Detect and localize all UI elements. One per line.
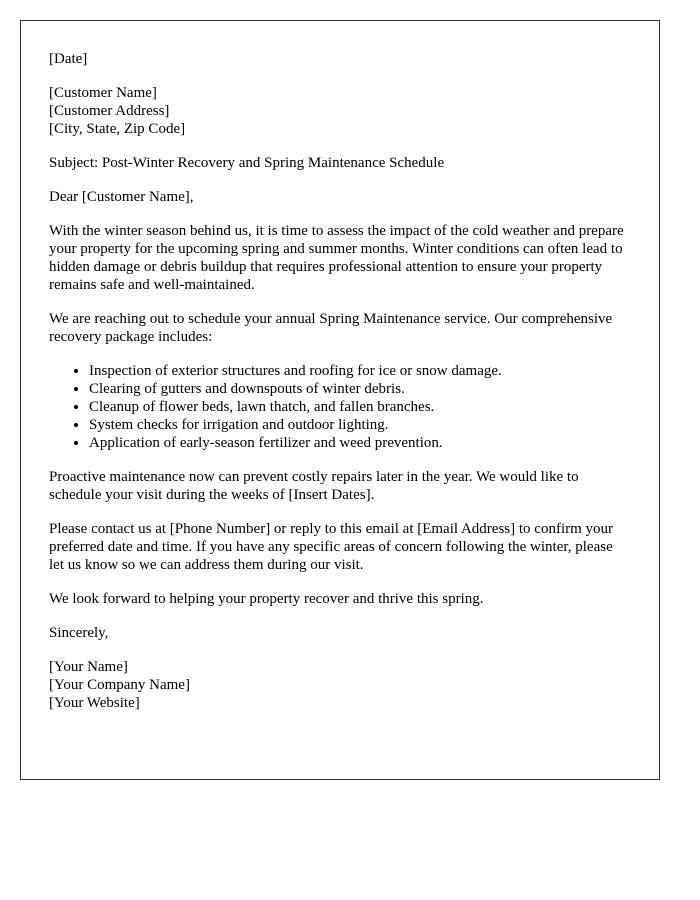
list-item: • System checks for irrigation and outdoor lighting. <box>89 416 631 434</box>
recipient-city-state-zip: [City, State, Zip Code] <box>49 121 186 137</box>
letter-document <box>20 20 660 780</box>
salutation-block <box>49 188 631 206</box>
services-list <box>49 362 631 452</box>
sign-off-block <box>49 624 631 642</box>
list-item: • Application of early-season fertilizer and weed prevention. <box>89 434 631 452</box>
sender-name: [Your Name] <box>49 659 128 675</box>
subject-line: Subject: Post-Winter Recovery and Spring Maintenance Schedule <box>49 155 445 171</box>
subject-block <box>49 154 631 172</box>
paragraph-text: We look forward to helping your property recover and thrive this spring. <box>49 591 484 607</box>
paragraph-text: We are reaching out to schedule your annual Spring Maintenance service. Our comprehensive recovery package includes: <box>49 311 613 345</box>
body-paragraph-3 <box>49 468 631 504</box>
paragraph-text: Please contact us at [Phone Number] or reply to this email at [Email Address] to confirm your preferred date and time. If you have any specific areas of concern following the winter, please let us know so we can address them during our visit. <box>49 521 614 573</box>
recipient-address: [Customer Address] <box>49 103 170 119</box>
recipient-address-block <box>49 84 631 138</box>
salutation: Dear [Customer Name], <box>49 189 194 205</box>
paragraph-text: With the winter season behind us, it is time to assess the impact of the cold weather and prepare your property for the upcoming spring and summer months. Winter conditions can often lead to hidden damage or debris buildup that requires professional attention to ensure your property remains safe and well-maintained. <box>49 223 624 293</box>
sender-website: [Your Website] <box>49 695 140 711</box>
body-paragraph-1 <box>49 222 631 294</box>
list-item: • Cleanup of flower beds, lawn thatch, and fallen branches. <box>89 398 631 416</box>
sender-company: [Your Company Name] <box>49 677 190 693</box>
body-paragraph-5 <box>49 590 631 608</box>
body-paragraph-2 <box>49 310 631 346</box>
recipient-name: [Customer Name] <box>49 85 157 101</box>
letter-date: [Date] <box>49 51 88 67</box>
date-block <box>49 50 631 68</box>
sign-off: Sincerely, <box>49 625 109 641</box>
list-item: • Clearing of gutters and downspouts of winter debris. <box>89 380 631 398</box>
paragraph-text: Proactive maintenance now can prevent costly repairs later in the year. We would like to schedule your visit during the weeks of [Insert Dates]. <box>49 469 579 503</box>
list-item: • Inspection of exterior structures and roofing for ice or snow damage. <box>89 362 631 380</box>
body-paragraph-4 <box>49 520 631 574</box>
signature-block <box>49 658 631 712</box>
